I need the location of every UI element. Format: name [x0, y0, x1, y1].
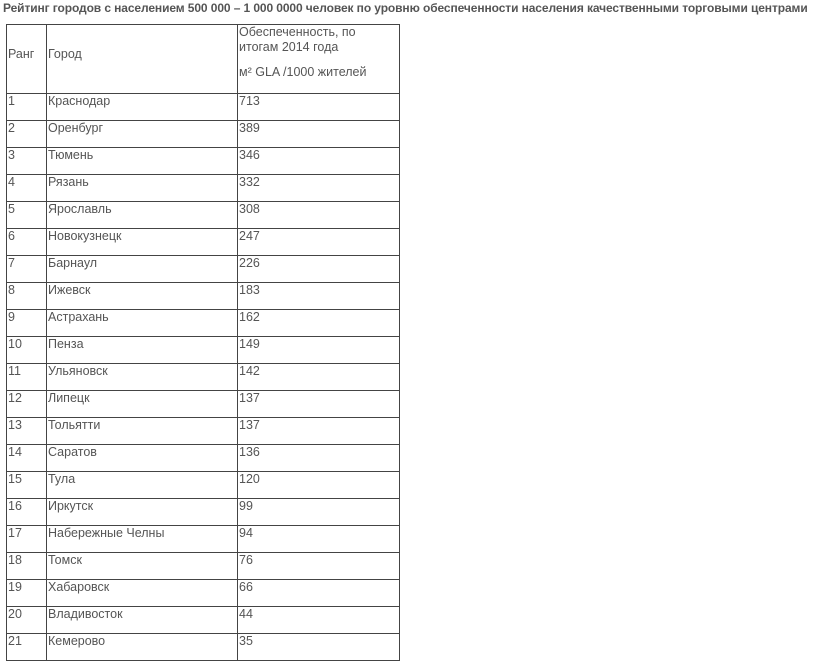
- value-cell: 713: [238, 94, 400, 121]
- rank-cell: 16: [7, 499, 47, 526]
- city-cell: Ульяновск: [47, 364, 238, 391]
- value-cell: 35: [238, 634, 400, 661]
- header-rank-label: Ранг: [8, 47, 35, 61]
- city-cell: Кемерово: [47, 634, 238, 661]
- value-cell: 99: [238, 499, 400, 526]
- table-row: [7, 337, 400, 364]
- table-row: [7, 283, 400, 310]
- rank-cell: 18: [7, 553, 47, 580]
- city-cell: Краснодар: [47, 94, 238, 121]
- table-row: [7, 202, 400, 229]
- rank-cell: 3: [7, 148, 47, 175]
- city-cell: Иркутск: [47, 499, 238, 526]
- table-row: [7, 148, 400, 175]
- rank-cell: 14: [7, 445, 47, 472]
- header-value-label: Обеспеченность, по итогам 2014 года: [239, 25, 356, 54]
- table-row: [7, 526, 400, 553]
- rank-cell: 1: [7, 94, 47, 121]
- table-row: [7, 607, 400, 634]
- rank-cell: 12: [7, 391, 47, 418]
- table-row: [7, 310, 400, 337]
- table-row: [7, 175, 400, 202]
- table-row: [7, 445, 400, 472]
- header-city-label: Город: [48, 47, 82, 61]
- header-city: [47, 25, 238, 94]
- city-cell: Саратов: [47, 445, 238, 472]
- header-value: [238, 25, 400, 94]
- rank-cell: 17: [7, 526, 47, 553]
- rank-cell: 15: [7, 472, 47, 499]
- value-cell: 332: [238, 175, 400, 202]
- city-cell: Рязань: [47, 175, 238, 202]
- table-row: [7, 580, 400, 607]
- value-cell: 183: [238, 283, 400, 310]
- ranking-table: [6, 24, 400, 661]
- header-rank: [7, 25, 47, 94]
- value-cell: 226: [238, 256, 400, 283]
- value-cell: 120: [238, 472, 400, 499]
- table-row: [7, 634, 400, 661]
- header-value-unit: м² GLA /1000 жителей: [239, 65, 367, 79]
- city-cell: Ижевск: [47, 283, 238, 310]
- table-row: [7, 94, 400, 121]
- table-row: [7, 499, 400, 526]
- city-cell: Тольятти: [47, 418, 238, 445]
- city-cell: Оренбург: [47, 121, 238, 148]
- table-row: [7, 256, 400, 283]
- city-cell: Астрахань: [47, 310, 238, 337]
- table-body: [7, 25, 400, 661]
- table-row: [7, 391, 400, 418]
- rank-cell: 8: [7, 283, 47, 310]
- value-cell: 44: [238, 607, 400, 634]
- value-cell: 137: [238, 391, 400, 418]
- value-cell: 66: [238, 580, 400, 607]
- rank-cell: 6: [7, 229, 47, 256]
- value-cell: 247: [238, 229, 400, 256]
- value-cell: 94: [238, 526, 400, 553]
- value-cell: 389: [238, 121, 400, 148]
- value-cell: 137: [238, 418, 400, 445]
- page-title: Рейтинг городов с населением 500 000 – 1 000 0000 человек по уровню обеспеченности населения качественными торговыми центрами: [3, 1, 808, 15]
- rank-cell: 5: [7, 202, 47, 229]
- value-cell: 142: [238, 364, 400, 391]
- city-cell: Барнаул: [47, 256, 238, 283]
- table-row: [7, 472, 400, 499]
- rank-cell: 20: [7, 607, 47, 634]
- table-row: [7, 121, 400, 148]
- table-row: [7, 229, 400, 256]
- rank-cell: 2: [7, 121, 47, 148]
- table-row: [7, 418, 400, 445]
- city-cell: Новокузнецк: [47, 229, 238, 256]
- city-cell: Тюмень: [47, 148, 238, 175]
- value-cell: 346: [238, 148, 400, 175]
- rank-cell: 11: [7, 364, 47, 391]
- rank-cell: 7: [7, 256, 47, 283]
- city-cell: Набережные Челны: [47, 526, 238, 553]
- city-cell: Томск: [47, 553, 238, 580]
- rank-cell: 19: [7, 580, 47, 607]
- value-cell: 76: [238, 553, 400, 580]
- value-cell: 149: [238, 337, 400, 364]
- city-cell: Тула: [47, 472, 238, 499]
- city-cell: Ярославль: [47, 202, 238, 229]
- table-header-row: [7, 25, 400, 94]
- city-cell: Липецк: [47, 391, 238, 418]
- table-row: [7, 553, 400, 580]
- table-row: [7, 364, 400, 391]
- rank-cell: 9: [7, 310, 47, 337]
- rank-cell: 10: [7, 337, 47, 364]
- city-cell: Пенза: [47, 337, 238, 364]
- rank-cell: 13: [7, 418, 47, 445]
- value-cell: 136: [238, 445, 400, 472]
- value-cell: 308: [238, 202, 400, 229]
- value-cell: 162: [238, 310, 400, 337]
- rank-cell: 4: [7, 175, 47, 202]
- city-cell: Владивосток: [47, 607, 238, 634]
- rank-cell: 21: [7, 634, 47, 661]
- city-cell: Хабаровск: [47, 580, 238, 607]
